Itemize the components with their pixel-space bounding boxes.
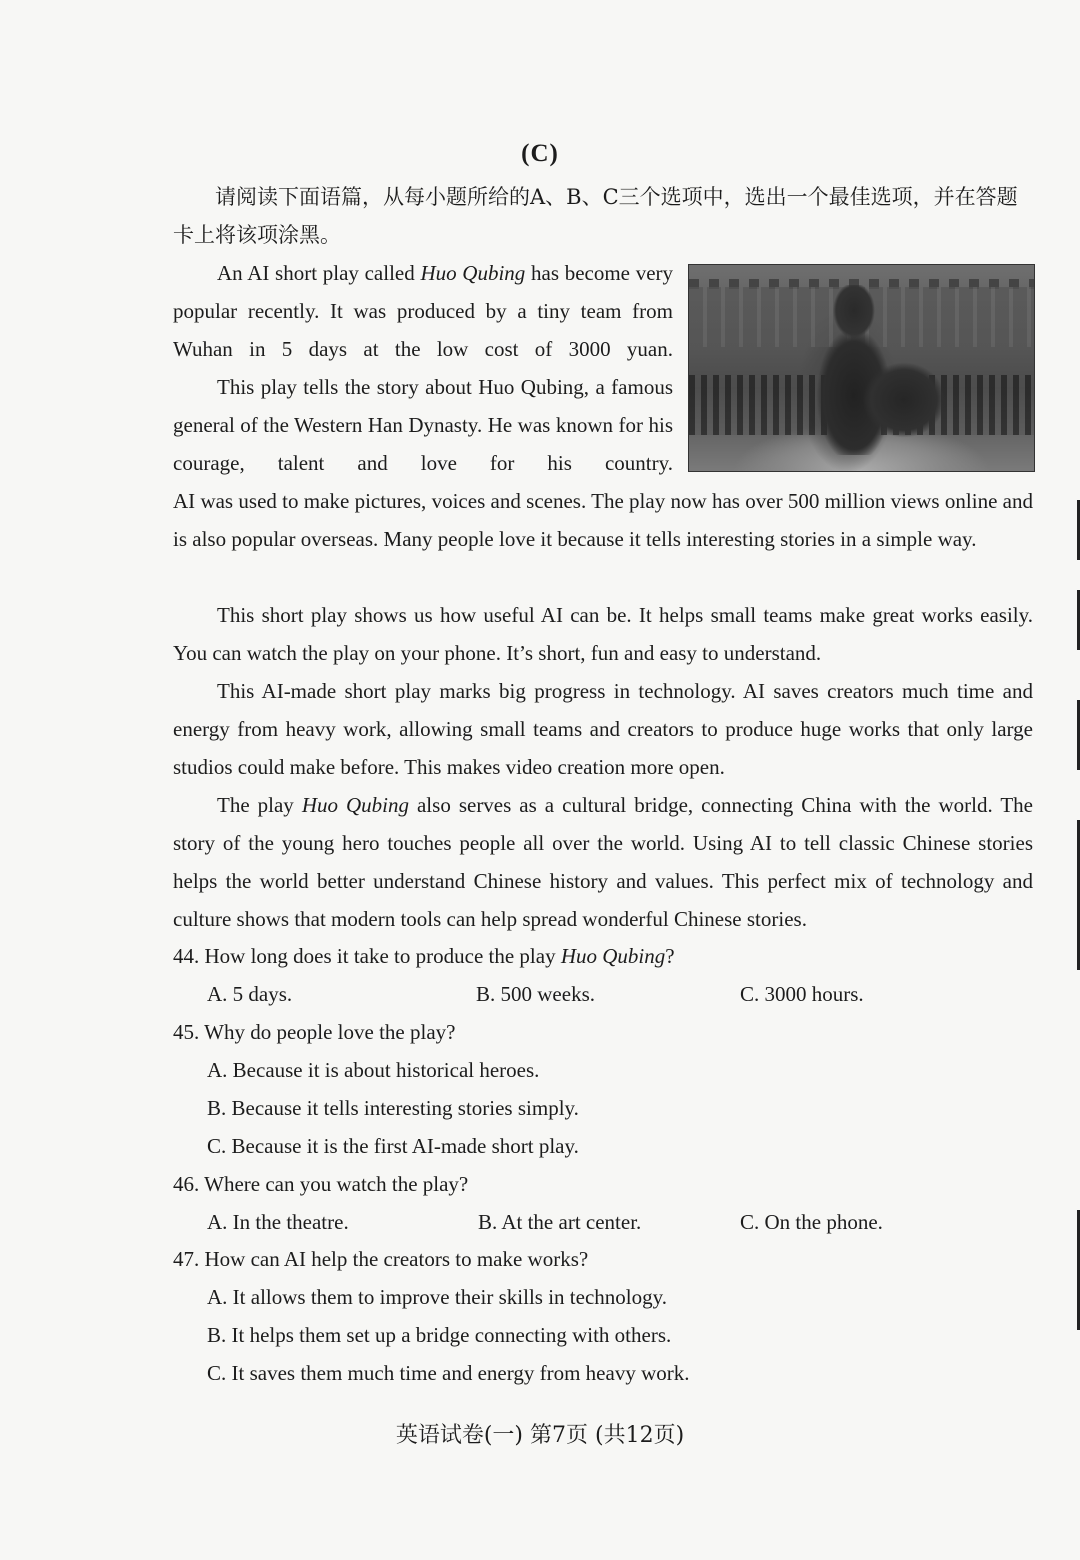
- question-44-stem-post: ?: [665, 944, 675, 968]
- question-47-option-a[interactable]: A. It allows them to improve their skills in technology.: [207, 1285, 667, 1309]
- question-44-option-b[interactable]: B. 500 weeks.: [476, 982, 595, 1006]
- paragraph-5: [173, 786, 1033, 938]
- question-47-option-c[interactable]: C. It saves them much time and energy from heavy work.: [207, 1361, 690, 1385]
- question-44-stem-italic: Huo Qubing: [560, 944, 666, 968]
- page-footer: 英语试卷(一) 第7页 (共12页): [395, 1423, 685, 1448]
- question-47: 47. How can AI help the creators to make works?: [173, 1247, 589, 1271]
- play-title: Huo Qubing: [420, 261, 526, 285]
- play-still-image: [688, 264, 1035, 472]
- question-46: 46. Where can you watch the play?: [173, 1172, 469, 1196]
- section-label: (C): [521, 140, 559, 167]
- question-45-option-b[interactable]: B. Because it tells interesting stories simply.: [207, 1096, 579, 1120]
- question-44-stem-pre: 44. How long does it take to produce the play: [173, 944, 561, 968]
- question-47-option-b[interactable]: B. It helps them set up a bridge connecting with others.: [207, 1323, 672, 1347]
- question-44: [173, 937, 675, 975]
- paragraph-1-pre: An AI short play called: [217, 261, 421, 285]
- question-46-option-c[interactable]: C. On the phone.: [740, 1210, 883, 1234]
- paragraph-3: This short play shows us how useful AI can be. It helps small teams make great works easily. You can watch the play on your phone. It’s short, fun and easy to understand.: [173, 603, 1033, 665]
- question-45: 45. Why do people love the play?: [173, 1020, 456, 1044]
- question-44-option-a[interactable]: A. 5 days.: [207, 982, 293, 1006]
- paragraph-1-post: has become very popular recently. It was produced by a tiny team from Wuhan in 5 days at the low cost of 3000 yuan.: [173, 261, 674, 361]
- question-46-option-b[interactable]: B. At the art center.: [478, 1210, 642, 1234]
- paragraph-2-top: This play tells the story about Huo Qubing, a famous general of the Western Han Dynasty. He was known for his courage, talent and love for his country.: [173, 375, 673, 475]
- paragraph-5-post: also serves as a cultural bridge, connecting China with the world. The story of the young hero touches people all over the world. Using AI to tell classic Chinese stories helps the world better understand Chinese history and values. This perfect mix of technology and culture shows that modern tools can help spread wonderful Chinese stories.: [173, 793, 1033, 931]
- question-46-option-a[interactable]: A. In the theatre.: [207, 1210, 349, 1234]
- paragraph-1: [173, 254, 673, 368]
- question-45-option-c[interactable]: C. Because it is the first AI-made short play.: [207, 1134, 579, 1158]
- paragraph-5-pre: The play: [217, 793, 302, 817]
- question-44-option-c[interactable]: C. 3000 hours.: [740, 982, 864, 1006]
- paragraph-4: This AI-made short play marks big progress in technology. AI saves creators much time and energy from heavy work, allowing small teams and creators to produce huge works that only large studios could make before. This makes video creation more open.: [173, 679, 1033, 779]
- question-45-option-a[interactable]: A. Because it is about historical heroes.: [207, 1058, 540, 1082]
- play-title: Huo Qubing: [301, 793, 409, 817]
- paragraph-2-rest: AI was used to make pictures, voices and scenes. The play now has over 500 million views online and is also popular overseas. Many people love it because it tells interesting stories in a simple way.: [173, 489, 1033, 551]
- instructions: 请阅读下面语篇，从每小题所给的A、B、C三个选项中，选出一个最佳选项，并在答题卡上将该项涂黑。: [173, 185, 1018, 247]
